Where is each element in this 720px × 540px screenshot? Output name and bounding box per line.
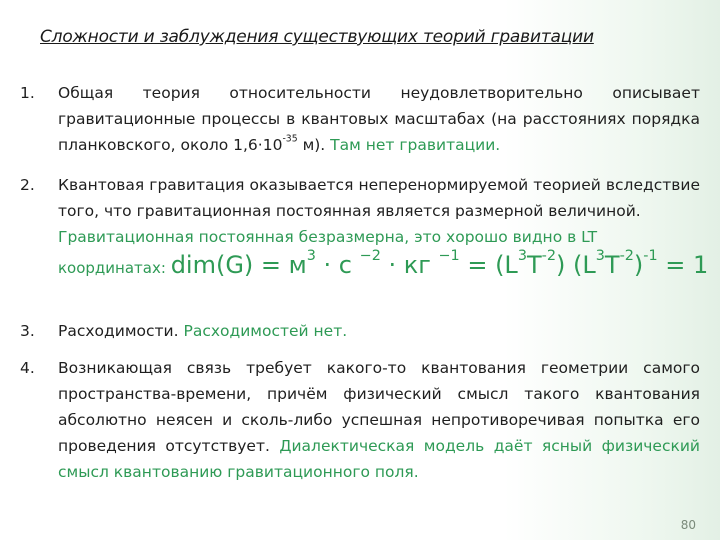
item-green-text: Гравитационная постоянная безразмерна, это хорошо видно в LT	[58, 228, 598, 246]
item-green-text: Диалектическая модель даёт ясный физический смысл квантованию гравитационного поля.	[58, 437, 700, 481]
item-green-text: Расходимостей нет.	[183, 322, 348, 340]
item-text: Расходимости.	[58, 322, 184, 340]
slide-title: Сложности и заблуждения существующих теорий гравитации	[40, 27, 594, 47]
item-number: 1.	[20, 84, 35, 102]
list-item-3	[20, 318, 700, 344]
item-text: Возникающая связь требует какого-то квантования геометрии самого пространства-времени, причём физический смысл такого квантования абсолютно неясен и сколь-либо успешная непротиворечивая попытка его проведения отсутствует.	[58, 359, 700, 455]
item-number: 4.	[20, 359, 35, 377]
list-item-4	[20, 355, 700, 485]
item-body	[58, 80, 700, 158]
item-text: Квантовая гравитация оказывается неперенормируемой теорией вследствие того, что гравитационная постоянная является размерной величиной.	[58, 176, 700, 220]
item-body	[58, 172, 709, 281]
item-body	[58, 355, 700, 485]
dimension-formula: координатах: $dim(G) = м^3 \cdot с$ $^{-2}$ · кг $^{-1} = (L^3T^{-2}) (L^3T^{-2})^{-1} = 1$	[58, 248, 709, 279]
page-number: 80	[680, 518, 696, 532]
item-body	[58, 318, 700, 344]
list-item-1	[20, 80, 700, 158]
item-number: 3.	[20, 322, 35, 340]
item-number: 2.	[20, 176, 35, 194]
exponent: -35	[282, 133, 298, 145]
list-item-2	[20, 172, 709, 281]
item-text-after: м).	[297, 136, 331, 154]
item-text: Общая теория относительности неудовлетворительно описывает гравитационные процессы в квантовых масштабах (на расстояниях порядка планковского, около 1,6·10	[58, 84, 700, 154]
item-green-text: Там нет гравитации.	[330, 136, 501, 154]
